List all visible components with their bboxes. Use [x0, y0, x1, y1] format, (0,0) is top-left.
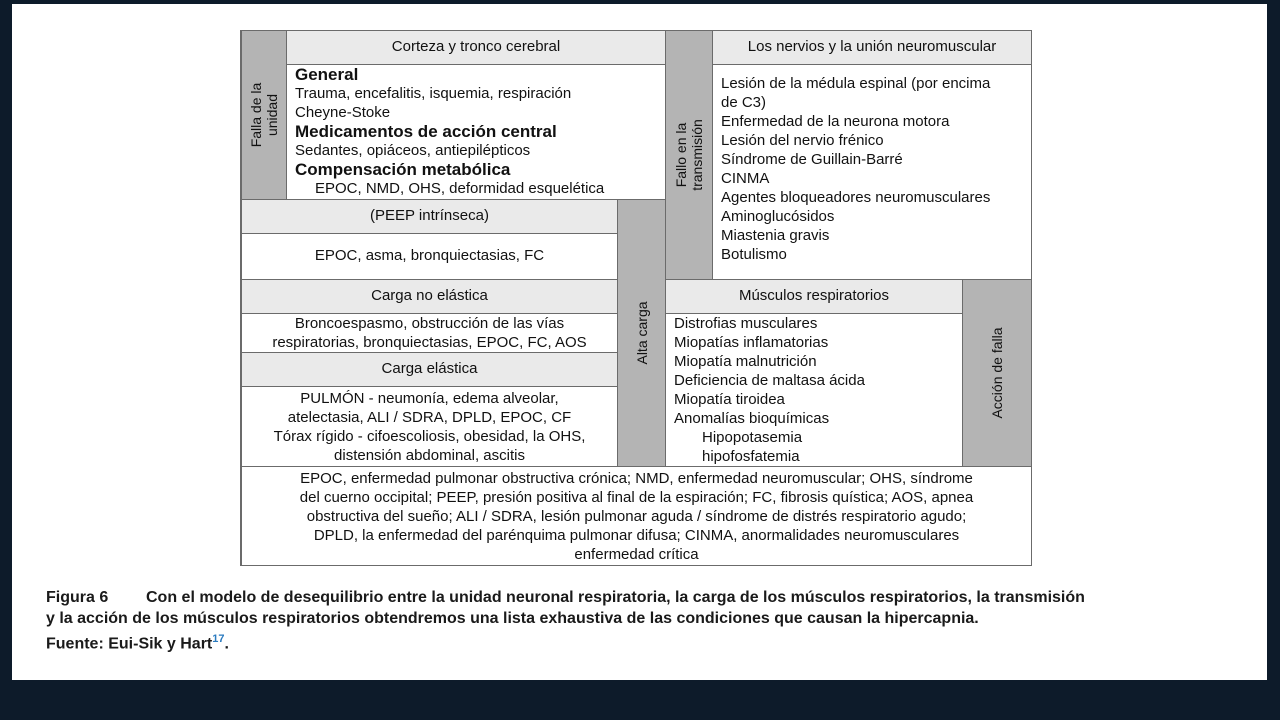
abbreviations-line: del cuerno occipital; PEEP, presión positiva al final de la espiración; FC, fibrosis quística; AOS, apnea — [299, 488, 974, 506]
fallo-transmision-label — [673, 119, 705, 191]
accion-falla-bar — [962, 279, 1032, 467]
medicamentos-title: Medicamentos de acción central — [295, 122, 557, 141]
abbreviations-line: enfermedad crítica — [574, 545, 699, 563]
falla-unidad-bar — [241, 30, 287, 200]
nervios-header: Los nervios y la unión neuromuscular — [712, 30, 1032, 65]
falla-unidad-label — [248, 83, 280, 148]
musculos-subitem: hipofosfatemia — [702, 448, 800, 465]
nervios-item: Botulismo — [721, 246, 787, 263]
musculos-item: Distrofias musculares — [674, 315, 818, 332]
fallo-transmision-bar — [665, 30, 713, 280]
musculos-item: Anomalías bioquímicas — [674, 410, 830, 427]
carga-elastica-header: Carga elástica — [241, 352, 618, 387]
nervios-item: Lesión del nervio frénico — [721, 132, 884, 149]
compensacion-item-1: EPOC, NMD, OHS, deformidad esquelética — [315, 180, 605, 197]
falla-unidad-label-line2: unidad — [264, 93, 280, 137]
source-reference[interactable]: 17 — [212, 633, 225, 645]
alta-carga-label: Alta carga — [633, 301, 650, 365]
nervios-item: Enfermedad de la neurona motora — [721, 113, 950, 130]
alta-carga-bar — [617, 199, 666, 467]
nervios-item: Agentes bloqueadores neuromusculares — [721, 189, 991, 206]
figure-caption — [46, 587, 1251, 654]
carga-no-elastica-line: Broncoespasmo, obstrucción de las vías — [294, 315, 565, 332]
nervios-item: CINMA — [721, 170, 770, 187]
caption-text-2: y la acción de los músculos respiratorios obtendremos una lista exhaustiva de las condiciones que causan la hipercapnia. — [46, 610, 979, 627]
carga-elastica-line: Tórax rígido - cifoescoliosis, obesidad, la OHS, — [273, 427, 586, 445]
medicamentos-item-1: Sedantes, opiáceos, antiepilépticos — [295, 142, 531, 159]
nervios-item: de C3) — [721, 94, 767, 111]
peep-content: EPOC, asma, bronquiectasias, FC — [241, 233, 618, 280]
figure-label: Figura 6 — [46, 589, 109, 606]
corteza-header: Corteza y tronco cerebral — [286, 30, 666, 65]
nervios-item: Síndrome de Guillain-Barré — [721, 151, 903, 168]
fallo-transmision-label-line2: transmisión — [689, 119, 705, 191]
carga-no-elastica-line: respiratorias, bronquiectasias, EPOC, FC, AOS — [272, 334, 587, 351]
musculos-item: Deficiencia de maltasa ácida — [674, 372, 865, 389]
musculos-subitem: Hipopotasemia — [702, 429, 803, 446]
nervios-item: Aminoglucósidos — [721, 208, 835, 225]
general-item-1: Trauma, encefalitis, isquemia, respiración — [295, 85, 572, 102]
musculos-header: Músculos respiratorios — [665, 279, 963, 314]
caption-text-1: Con el modelo de desequilibrio entre la unidad neuronal respiratoria, la carga de los músculos respiratorios, la transmisión — [146, 589, 1085, 606]
musculos-item: Miopatía tiroidea — [674, 391, 785, 408]
caption-line-1 — [46, 587, 1251, 608]
compensacion-title: Compensación metabólica — [295, 160, 511, 179]
falla-unidad-label-line1: Falla de la — [247, 82, 264, 148]
abbreviations-footnote — [241, 466, 1032, 566]
carga-elastica-line: PULMÓN - neumonía, edema alveolar, — [300, 389, 559, 407]
caption-source — [46, 629, 1251, 654]
accion-falla-label: Acción de falla — [988, 327, 1005, 419]
nervios-item: Miastenia gravis — [721, 227, 830, 244]
source-prefix: Fuente: Eui-Sik y Hart — [46, 635, 213, 653]
source-suffix: . — [224, 635, 229, 653]
carga-elastica-line: distensión abdominal, ascitis — [334, 446, 525, 464]
general-item-2: Cheyne-Stoke — [295, 104, 391, 121]
nervios-item: Lesión de la médula espinal (por encima — [721, 75, 991, 92]
nervios-content — [712, 64, 1032, 280]
fallo-transmision-label-line1: Fallo en la — [672, 122, 689, 188]
abbreviations-line: obstructiva del sueño; ALI / SDRA, lesión pulmonar aguda / síndrome de distrés respiratorio agudo; — [306, 507, 967, 525]
corteza-content — [286, 64, 666, 200]
musculos-content — [665, 313, 963, 467]
abbreviations-line: DPLD, la enfermedad del parénquima pulmonar difusa; CINMA, anormalidades neuromusculares — [313, 526, 960, 544]
carga-elastica-line: atelectasia, ALI / SDRA, DPLD, EPOC, CF — [287, 408, 572, 426]
abbreviations-line: EPOC, enfermedad pulmonar obstructiva crónica; NMD, enfermedad neuromuscular; OHS, síndrome — [300, 469, 973, 487]
general-title: General — [295, 65, 359, 84]
carga-no-elastica-content — [241, 313, 618, 353]
peep-header: (PEEP intrínseca) — [241, 199, 618, 234]
musculos-item: Miopatías inflamatorias — [674, 334, 829, 351]
carga-no-elastica-header: Carga no elástica — [241, 279, 618, 314]
musculos-item: Miopatía malnutrición — [674, 353, 817, 370]
carga-elastica-content — [241, 386, 618, 467]
